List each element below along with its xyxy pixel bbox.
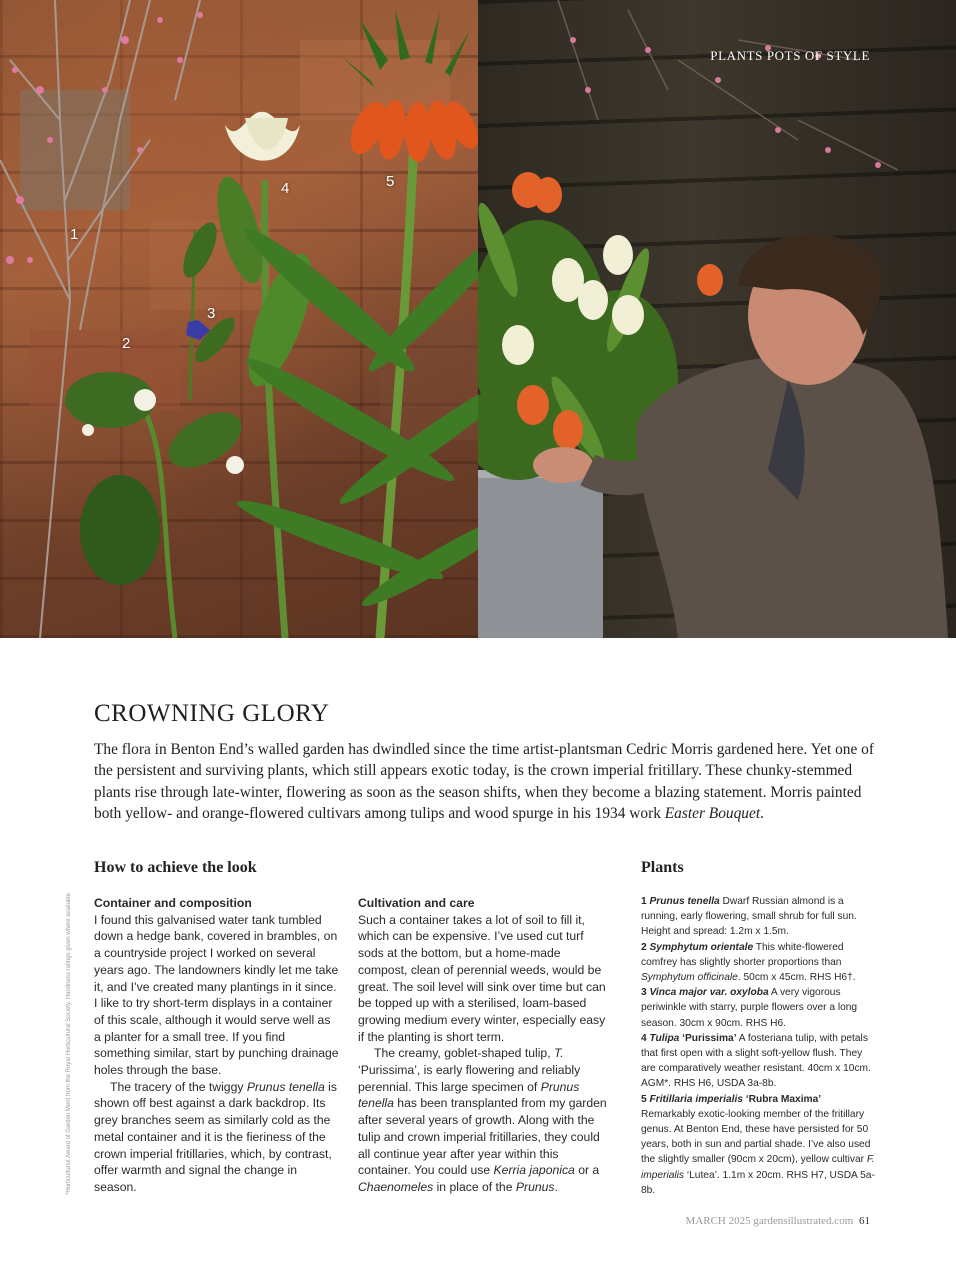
how-to-title: How to achieve the look (94, 859, 257, 876)
container-column (94, 895, 340, 1196)
plant-1-desc: Dwarf Russian almond is a running, early flowering, small shrub for full sun. Height and spread: 1.2m x 1.5m. (641, 896, 857, 938)
cult-p2-i2: Prunus tenella (358, 1079, 580, 1111)
plant-5-name: Fritillaria imperialis (649, 1093, 743, 1105)
cult-p2-c: has been transplanted from my garden after several years of growth. Along with the tulip and crown imperial fritillaries, they could all continue year after year within this container. You could use (358, 1096, 607, 1178)
plant-5-cultivar: ‘Rubra Maxima’ (742, 1093, 822, 1105)
cult-p2-i4: Chaenomeles (358, 1179, 434, 1194)
plants-list (641, 894, 875, 1198)
cult-p2-f: . (554, 1179, 558, 1194)
plant-2-desc-end: . 50cm x 45cm. RHS H6†. (737, 972, 856, 984)
page-number: 61 (859, 1215, 870, 1227)
plant-4-cultivar: ‘Purissima’ (679, 1032, 737, 1044)
container-p2-a: The tracery of the twiggy (110, 1079, 247, 1094)
cult-p2-b: ‘Purissima’, is early flowering and reliably perennial. This large specimen of (358, 1063, 581, 1094)
cultivation-paragraph-1: Such a container takes a lot of soil to fill it, which can be expensive. I’ve used cut turf sods at the bottom, but a home-made compost, clean of perennial weeds, would be great. The soil level will sink over time but can be topped up with a sterilised, loam-based growing medium every winter, especially easy if the planting is short term. (358, 912, 606, 1044)
plant-4-desc: A fosteriana tulip, with petals that first open with a slight soft-yellow flush. They are comparatively weather resistant. 40cm x 10cm. AGM*. RHS H6, USDA 3a-8b. (641, 1032, 871, 1090)
photo-label-2: 2 (122, 335, 131, 352)
plant-3-number: 3 (641, 987, 647, 999)
container-p2-italic: Prunus tenella (246, 1079, 325, 1094)
cult-p2-a: The creamy, goblet-shaped tulip, (374, 1046, 554, 1061)
photo-label-5: 5 (386, 173, 395, 190)
plant-entry-1 (641, 894, 875, 940)
plant-3-name: Vinca major var. oxyloba (649, 987, 769, 999)
plant-1-number: 1 (641, 896, 647, 907)
photo-label-4: 4 (281, 180, 290, 197)
intro-end: . (760, 805, 764, 823)
plant-entry-3 (641, 985, 875, 1031)
container-heading: Container and composition (94, 896, 252, 910)
plant-entry-5 (641, 1092, 875, 1198)
container-p2-b: is shown off best against a dark backdrop. Its grey branches seem as similarly cold as the metal container and it is the fieriness of the crown imperial fritillaries, which, by contrast, offer warmth and signal the change in season. (94, 1079, 337, 1194)
plant-4-name: Tulipa (649, 1032, 680, 1044)
section-header: PLANTS POTS OF STYLE (710, 48, 870, 63)
cult-p2-i3: Kerria japonica (493, 1163, 575, 1178)
plant-5-desc-end: ‘Lutea’. 1.1m x 20cm. RHS H7, USDA 5a-8b. (641, 1169, 875, 1196)
plants-title: Plants (641, 859, 684, 876)
plant-5-number: 5 (641, 1093, 647, 1105)
plant-3-desc: A very vigorous periwinkle with starry, purple flowers over a long season. 30cm x 90cm. RHS H6. (641, 987, 858, 1029)
cultivation-column (358, 895, 608, 1196)
photo-man-with-planter (478, 0, 956, 638)
intro-italic: Easter Bouquet (664, 805, 761, 823)
cultivation-heading: Cultivation and care (358, 896, 475, 910)
container-paragraph-1: I found this galvanised water tank tumbled down a hedge bank, covered in brambles, on a countryside project I worked on several years ago. The landowners kindly let me take it, and I’ve created many plantings in it since. I like to try short-term displays in a container of this scale, although it would serve well as a planter for a small tree. If you find something similar, start by punching drainage holes through the base. (94, 912, 339, 1078)
footer-site: gardensillustrated.com (753, 1215, 854, 1227)
footer-month: MARCH 2025 (685, 1215, 751, 1227)
photo-label-1: 1 (70, 226, 79, 243)
planter-illustration (478, 0, 956, 638)
cult-p2-d: or a (574, 1163, 600, 1178)
plant-5-desc-italic: F. imperialis (641, 1154, 875, 1181)
plant-2-name: Symphytum orientale (649, 941, 754, 953)
page-footer (686, 1215, 870, 1227)
cult-p2-i5: Prunus (515, 1179, 555, 1194)
photo-label-3: 3 (207, 305, 216, 322)
container-paragraph-2 (94, 1079, 340, 1196)
plant-1-name: Prunus tenella (649, 896, 720, 907)
plant-entry-4 (641, 1031, 875, 1092)
plant-5-desc: Remarkably exotic-looking member of the fritillary genus. At Benton End, these have persisted for 50 years, both in sun and partial shade. I’ve also used the slightly smaller (90cm x 20cm), yellow cultivar (641, 1108, 871, 1166)
credit-note: *Horticulturist Award of Garden Merit from the Royal Horticultural Society. Hardiness ratings given where available (66, 893, 72, 1195)
cult-p2-i1: T. (553, 1046, 564, 1061)
article-intro (94, 739, 884, 825)
cultivation-paragraph-2 (358, 1045, 608, 1195)
plant-2-desc: This white-flowered comfrey has slightly shorter proportions than (641, 941, 844, 968)
article-headline: CROWNING GLORY (94, 700, 330, 727)
plant-2-number: 2 (641, 941, 647, 953)
photo-flowers-on-brick (0, 0, 478, 638)
flowers-illustration (0, 0, 478, 638)
plant-entry-2 (641, 940, 875, 986)
plant-4-number: 4 (641, 1032, 647, 1044)
plant-2-desc-italic: Symphytum officinale (641, 972, 738, 984)
intro-text: The flora in Benton End’s walled garden has dwindled since the time artist-plantsman Cedric Morris gardened here. Yet one of the persistent and surviving plants, which still appears exotic today, is the crown imperial fritillary. These chunky-stemmed plants rise through late-winter, flowering as soon as the season shifts, when they become a blazing statement. Morris painted both yellow- and orange-flowered cultivars among tulips and wood spurge in his 1934 work (94, 741, 875, 823)
cult-p2-e: in place of the (433, 1179, 516, 1194)
